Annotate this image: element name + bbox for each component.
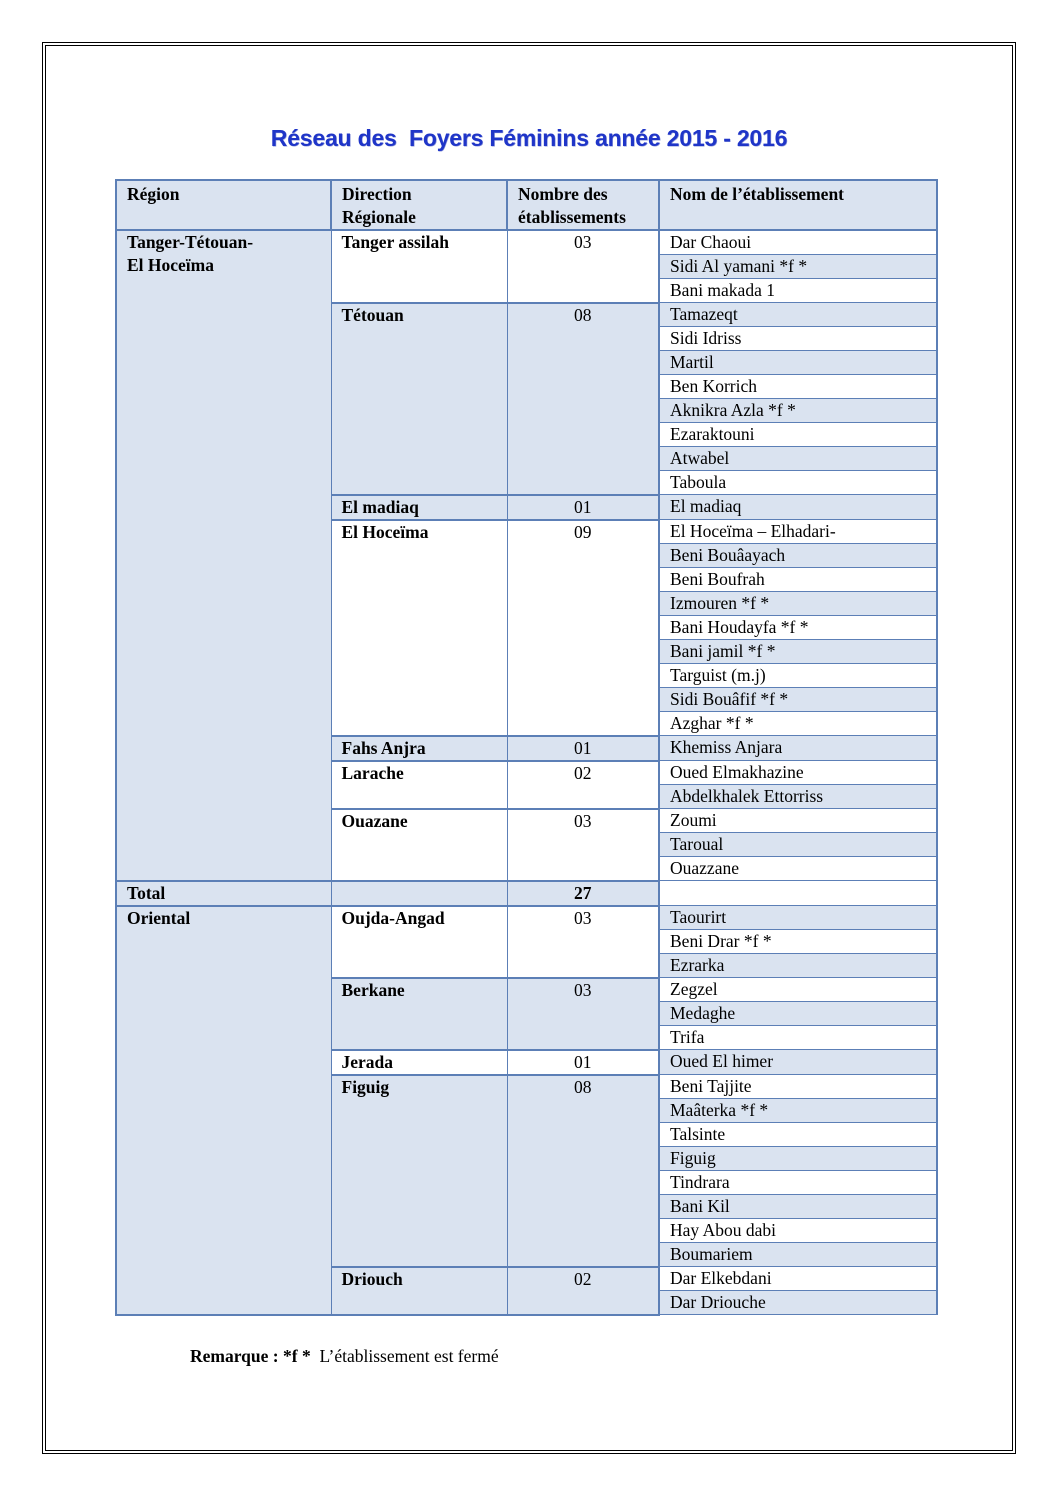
document-title: Réseau des Foyers Féminins année 2015 - 2016 [270, 125, 788, 151]
establishment-name-cell: Sidi Al yamani *f * [659, 255, 937, 279]
direction-cell: Tétouan [331, 303, 507, 495]
region-name-line: Tanger-Tétouan- [127, 232, 254, 252]
establishment-name-cell: Trifa [659, 1026, 937, 1050]
total-empty-establishment [659, 881, 937, 906]
establishment-name-cell: Beni Boufrah [659, 568, 937, 592]
direction-cell: Jerada [331, 1050, 507, 1075]
establishment-name-cell: Tindrara [659, 1171, 937, 1195]
direction-cell: Ouazane [331, 809, 507, 881]
establishment-count-cell: 08 [507, 303, 659, 495]
establishment-name-cell: Medaghe [659, 1002, 937, 1026]
establishment-name-cell: Ezaraktouni [659, 423, 937, 447]
establishment-count-cell: 09 [507, 520, 659, 736]
establishment-name-cell: Oued Elmakhazine [659, 761, 937, 785]
remark-note [190, 1346, 499, 1367]
establishment-count-cell: 02 [507, 1267, 659, 1315]
establishment-name-cell: Bani makada 1 [659, 279, 937, 303]
establishment-name-cell: Dar Elkebdani [659, 1267, 937, 1291]
establishment-name-cell: Khemiss Anjara [659, 736, 937, 761]
establishment-name-cell: Bani Houdayfa *f * [659, 616, 937, 640]
establishment-name-cell: Abdelkhalek Ettorriss [659, 785, 937, 809]
header-direction: Direction Régionale [331, 180, 507, 230]
establishment-name-cell: Bani Kil [659, 1195, 937, 1219]
establishment-name-cell: Taroual [659, 833, 937, 857]
header-count: Nombre des établissements [507, 180, 659, 230]
direction-cell: Larache [331, 761, 507, 809]
establishment-name-cell: Dar Chaoui [659, 230, 937, 255]
remark-label: Remarque : *f * [190, 1346, 316, 1366]
direction-cell: Tanger assilah [331, 230, 507, 303]
establishment-name-cell: Bani jamil *f * [659, 640, 937, 664]
region-cell [116, 906, 331, 1315]
establishment-name-cell: Martil [659, 351, 937, 375]
establishment-name-cell: Atwabel [659, 447, 937, 471]
establishment-name-cell: Targuist (m.j) [659, 664, 937, 688]
establishment-count-cell: 03 [507, 809, 659, 881]
direction-cell: Driouch [331, 1267, 507, 1315]
establishment-count-cell: 01 [507, 736, 659, 761]
direction-cell: El Hoceïma [331, 520, 507, 736]
header-region: Région [116, 180, 331, 230]
direction-cell: Berkane [331, 978, 507, 1050]
establishment-count-cell: 03 [507, 906, 659, 978]
total-value: 27 [507, 881, 659, 906]
establishment-name-cell: Ezrarka [659, 954, 937, 978]
table-row [116, 230, 937, 255]
establishment-name-cell: Zegzel [659, 978, 937, 1002]
establishment-name-cell: Figuig [659, 1147, 937, 1171]
establishment-name-cell: Hay Abou dabi [659, 1219, 937, 1243]
remark-text: L’établissement est fermé [315, 1346, 499, 1366]
establishment-name-cell: El Hoceïma – Elhadari- [659, 520, 937, 544]
direction-cell: Fahs Anjra [331, 736, 507, 761]
establishment-name-cell: Beni Bouâayach [659, 544, 937, 568]
table-header-row [116, 180, 937, 230]
establishment-name-cell: Sidi Bouâfif *f * [659, 688, 937, 712]
establishment-name-cell: El madiaq [659, 495, 937, 520]
establishment-name-cell: Oued El himer [659, 1050, 937, 1075]
establishment-name-cell: Izmouren *f * [659, 592, 937, 616]
establishment-name-cell: Ouazzane [659, 857, 937, 881]
establishment-name-cell: Tamazeqt [659, 303, 937, 327]
establishment-name-cell: Beni Drar *f * [659, 930, 937, 954]
establishment-name-cell: Sidi Idriss [659, 327, 937, 351]
table-row [116, 906, 937, 930]
total-empty-direction [331, 881, 507, 906]
establishment-name-cell: Talsinte [659, 1123, 937, 1147]
establishment-count-cell: 02 [507, 761, 659, 809]
establishment-name-cell: Dar Driouche [659, 1291, 937, 1315]
establishment-name-cell: Taourirt [659, 906, 937, 930]
establishment-name-cell: Maâterka *f * [659, 1099, 937, 1123]
establishment-count-cell: 03 [507, 230, 659, 303]
region-name-line: El Hoceïma [127, 255, 214, 275]
establishment-count-cell: 08 [507, 1075, 659, 1267]
establishment-count-cell: 03 [507, 978, 659, 1050]
direction-cell: Figuig [331, 1075, 507, 1267]
establishment-name-cell: Zoumi [659, 809, 937, 833]
establishment-count-cell: 01 [507, 495, 659, 520]
establishment-name-cell: Azghar *f * [659, 712, 937, 736]
total-row [116, 881, 937, 906]
establishment-name-cell: Taboula [659, 471, 937, 495]
total-label: Total [116, 881, 331, 906]
establishment-name-cell: Boumariem [659, 1243, 937, 1267]
establishment-name-cell: Ben Korrich [659, 375, 937, 399]
header-establishment: Nom de l’établissement [659, 180, 937, 230]
foyers-table [115, 179, 938, 1316]
establishment-count-cell: 01 [507, 1050, 659, 1075]
region-cell [116, 230, 331, 881]
direction-cell: Oujda-Angad [331, 906, 507, 978]
direction-cell: El madiaq [331, 495, 507, 520]
region-name-line: Oriental [127, 907, 191, 928]
establishment-name-cell: Beni Tajjite [659, 1075, 937, 1099]
establishment-name-cell: Aknikra Azla *f * [659, 399, 937, 423]
